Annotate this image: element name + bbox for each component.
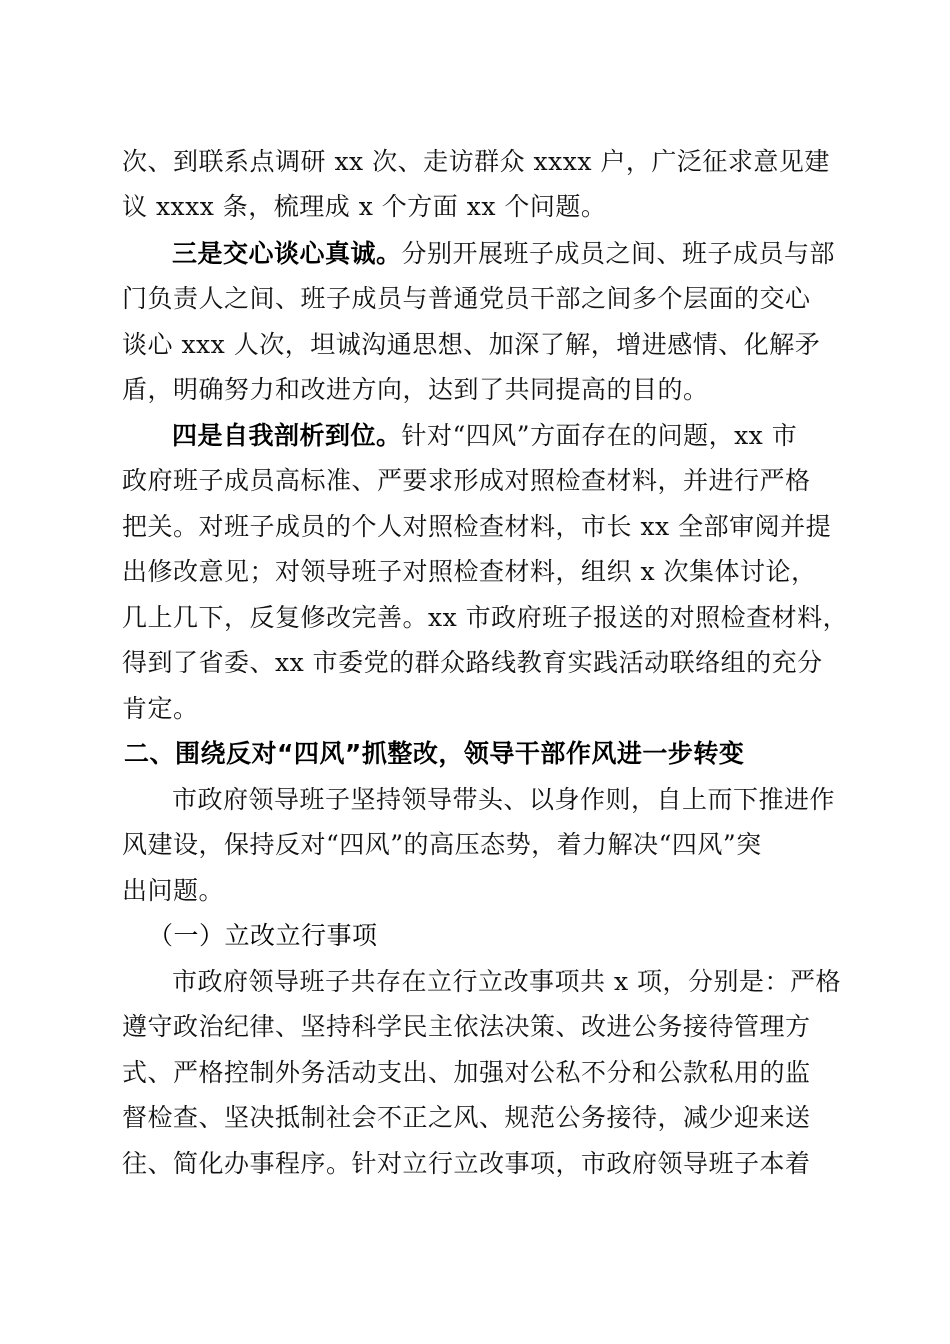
paragraph-line: 风建设，保持反对“四风”的高压态势，着力解决“四风”突 xyxy=(122,830,762,859)
paragraph-line: 遵守政治纪律、坚持科学民主依法决策、改进公务接待管理方 xyxy=(122,1012,811,1041)
paragraph-line: 市政府领导班子共存在立行立改事项共 x 项，分别是：严格 xyxy=(172,967,841,996)
paragraph-line: 督检查、坚决抵制社会不正之风、规范公务接待，减少迎来送 xyxy=(122,1103,811,1132)
paragraph-line: 式、严格控制外务活动支出、加强对公私不分和公款私用的监 xyxy=(122,1058,811,1087)
bold-lead-sishi: 四是自我剖析到位。 xyxy=(172,421,402,450)
paragraph-line: 市政府领导班子坚持领导带头、以身作则，自上而下推进作 xyxy=(172,785,836,814)
paragraph-line: 出问题。 xyxy=(122,876,225,905)
bold-lead-sanshi: 三是交心谈心真诚。 xyxy=(172,239,402,268)
paragraph-line xyxy=(172,236,842,272)
paragraph-line: 谈心 xxx 人次，坦诚沟通思想、加深了解，增进感情、化解矛 xyxy=(122,330,821,359)
subsection-heading: （一）立改立行事项 xyxy=(148,921,378,950)
paragraph-line: 门负责人之间、班子成员与普通党员干部之间多个层面的交心 xyxy=(122,284,811,313)
paragraph-line-text: 分别开展班子成员之间、班子成员与部 xyxy=(401,239,836,268)
paragraph-line xyxy=(172,418,842,454)
paragraph-line: 把关。对班子成员的个人对照检查材料，市长 xx 全部审阅并提 xyxy=(122,512,832,541)
paragraph-line: 肯定。 xyxy=(122,694,199,723)
paragraph-line: 出修改意见；对领导班子对照检查材料，组织 x 次集体讨论， xyxy=(122,557,817,586)
paragraph-line: 次、到联系点调研 xx 次、走访群众 xxxx 户，广泛征求意见建 xyxy=(122,147,830,176)
paragraph-line: 议 xxxx 条，梳理成 x 个方面 xx 个问题。 xyxy=(122,192,607,221)
paragraph-line: 得到了省委、xx 市委党的群众路线教育实践活动联络组的充分 xyxy=(122,648,823,677)
paragraph-line: 盾，明确努力和改进方向，达到了共同提高的目的。 xyxy=(122,375,709,404)
paragraph-line: 往、简化办事程序。针对立行立改事项，市政府领导班子本着 xyxy=(122,1149,811,1178)
paragraph-line-text: 针对“四风”方面存在的问题，xx 市 xyxy=(401,421,798,450)
paragraph-line: 几上几下，反复修改完善。xx 市政府班子报送的对照检查材料， xyxy=(122,603,849,632)
paragraph-line: 政府班子成员高标准、严要求形成对照检查材料，并进行严格 xyxy=(122,466,811,495)
section-heading: 二、围绕反对“四风”抓整改，领导干部作风进一步转变 xyxy=(124,739,745,768)
